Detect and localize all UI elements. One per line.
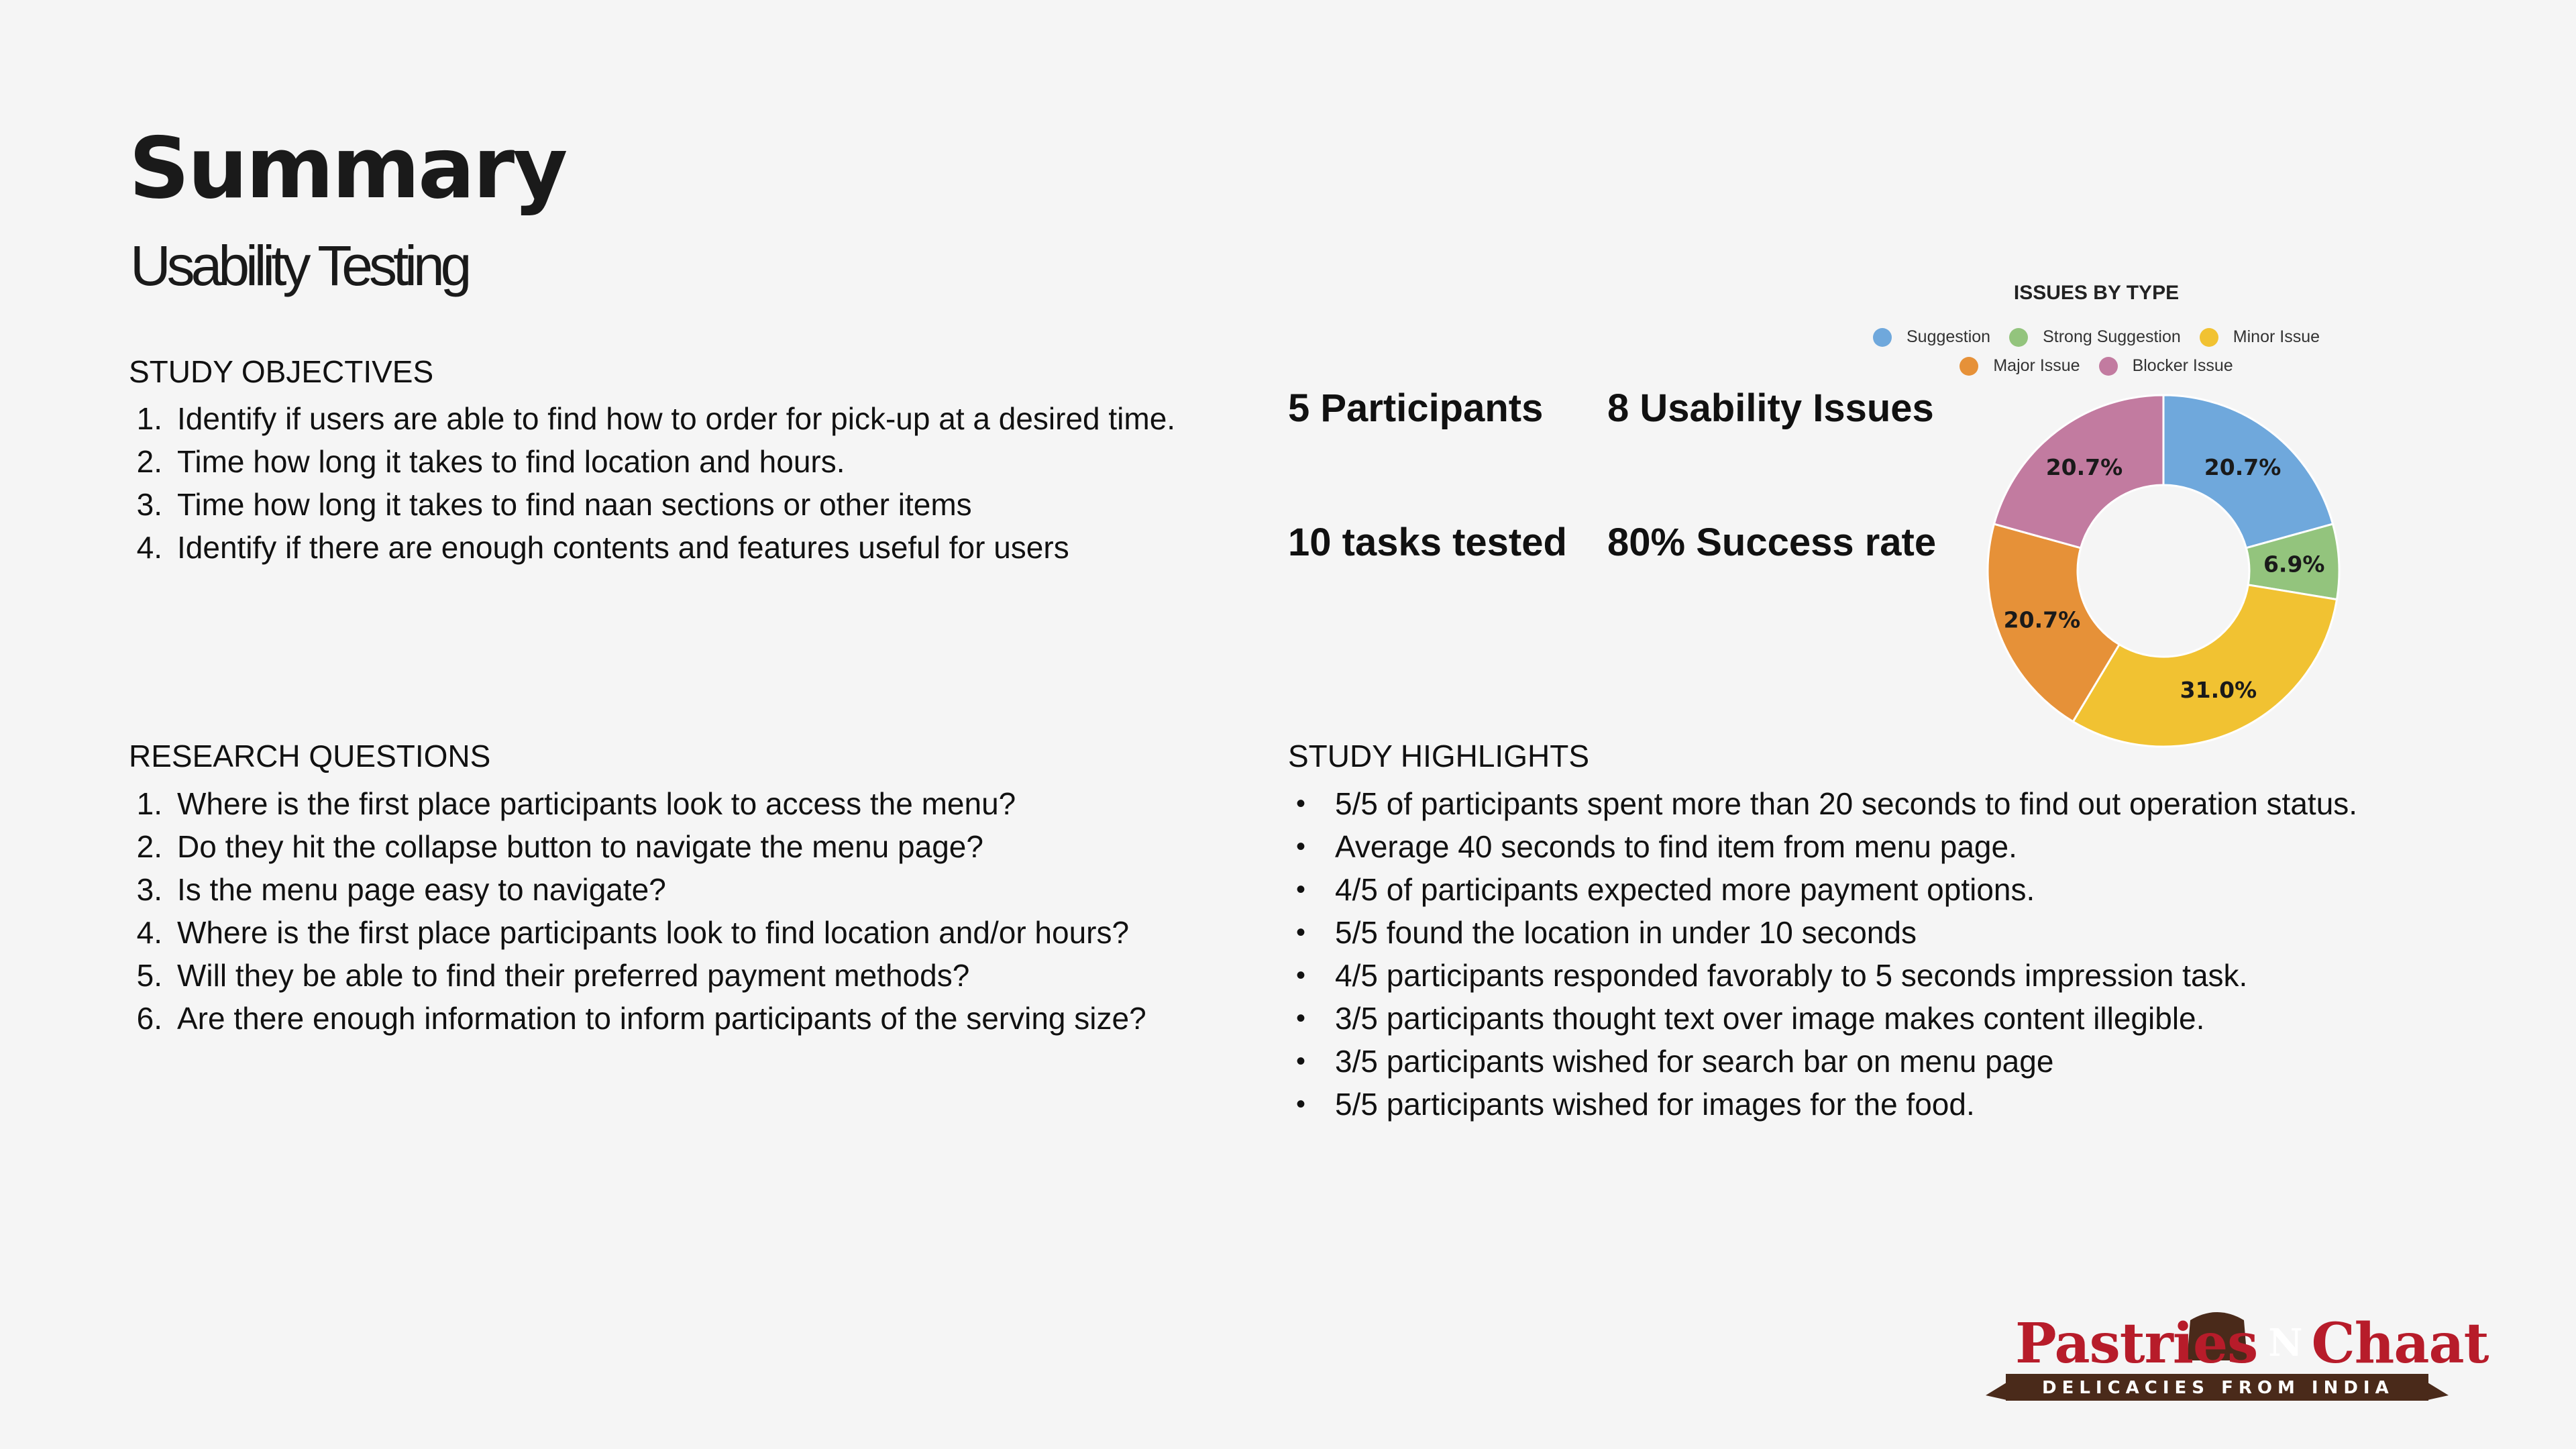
legend-item [2099,356,2233,376]
list-item-text: Do they hit the collapse button to navigate the menu page? [177,829,983,864]
legend-item [1960,356,2080,376]
donut-slice-minor-issue [2073,585,2337,747]
list-item-text: Are there enough information to inform participants of the serving size? [177,1001,1146,1036]
list-item [129,911,1146,954]
stat-usability-issues: 8 Usability Issues [1607,386,1934,430]
list-item-text: 3/5 participants wished for search bar on menu page [1335,1044,2054,1079]
highlight-item [1288,1040,2357,1083]
list-item [129,825,1146,868]
stat-participants: 5 Participants [1288,386,1544,430]
list-item-text: Time how long it takes to find naan sections or other items [177,487,972,522]
list-number: 2. [136,444,162,479]
chart-legend [1892,327,2320,385]
legend-swatch [1873,328,1892,347]
brand-logo [1986,1301,2489,1409]
list-item-text: Where is the first place participants look to access the menu? [177,786,1016,821]
legend-item [2009,327,2181,347]
list-item [129,526,1175,569]
list-number: 3. [136,872,162,907]
objectives-list [129,397,1175,569]
stat-tasks-tested: 10 tasks tested [1288,521,1567,564]
list-item [129,440,1175,483]
legend-label: Blocker Issue [2132,356,2233,375]
legend-swatch [2009,328,2028,347]
objectives-heading: STUDY OBJECTIVES [129,354,434,389]
legend-swatch [2200,328,2218,347]
donut-slice-label: 20.7% [2003,606,2081,633]
highlight-item [1288,911,2357,954]
legend-label: Strong Suggestion [2043,327,2181,346]
logo-tagline: DELICACIES FROM INDIA [2042,1378,2394,1398]
list-item [129,997,1146,1040]
bullet: • [1296,875,1306,904]
list-item [129,868,1146,911]
bullet: • [1296,1089,1306,1119]
highlights-list [1288,782,2357,1126]
legend-swatch [2099,357,2118,376]
highlight-item [1288,997,2357,1040]
list-item-text: 5/5 of participants spent more than 20 seconds to find out operation status. [1335,786,2358,821]
list-item-text: Identify if users are able to find how to order for pick-up at a desired time. [177,401,1176,436]
logo-letter-n: N [2268,1321,2302,1365]
legend-item [2200,327,2320,347]
page-subtitle: Usability Testing [130,234,468,297]
list-item-text: Identify if there are enough contents and features useful for users [177,530,1069,565]
stat-success-rate: 80% Success rate [1607,521,1937,564]
highlight-item [1288,954,2357,997]
bullet: • [1296,1004,1306,1033]
bullet: • [1296,832,1306,861]
list-item-text: Where is the first place participants look to find location and/or hours? [177,915,1130,950]
bullet: • [1296,789,1306,818]
research-heading: RESEARCH QUESTIONS [129,739,491,773]
list-number: 1. [136,786,162,821]
legend-label: Suggestion [1906,327,1991,346]
highlight-item [1288,782,2357,825]
legend-item [1873,327,1990,347]
list-number: 1. [136,401,162,436]
bullet: • [1296,961,1306,990]
list-item-text: Time how long it takes to find location and hours. [177,444,845,479]
list-item-text: 3/5 participants thought text over image makes content illegible. [1335,1001,2205,1036]
list-number: 4. [136,530,162,565]
list-item-text: Is the menu page easy to navigate? [177,872,666,907]
page-title: Summary [129,119,566,217]
list-item [129,483,1175,526]
highlight-item [1288,868,2357,911]
list-item [129,782,1146,825]
chart-title: ISSUES BY TYPE [2013,282,2180,304]
highlight-item [1288,1083,2357,1126]
research-list [129,782,1146,1040]
list-number: 3. [136,487,162,522]
list-item [129,954,1146,997]
highlights-heading: STUDY HIGHLIGHTS [1288,739,1589,773]
list-item-text: 5/5 participants wished for images for the food. [1335,1087,1975,1122]
donut-slice-label: 31.0% [2180,676,2257,703]
list-number: 6. [136,1001,162,1036]
list-item-text: 4/5 of participants expected more payment options. [1335,872,2035,907]
list-item-text: 4/5 participants responded favorably to 5 seconds impression task. [1335,958,2248,993]
logo-word-pastries: Pastries [2015,1311,2258,1376]
list-item-text: 5/5 found the location in under 10 seconds [1335,915,1917,950]
list-item [129,397,1175,440]
list-number: 4. [136,915,162,950]
legend-label: Minor Issue [2233,327,2320,346]
legend-swatch [1960,357,1978,376]
bullet: • [1296,1046,1306,1076]
donut-slice-label: 6.9% [2263,551,2325,578]
donut-chart [1972,389,2348,751]
list-item-text: Will they be able to find their preferred payment methods? [177,958,970,993]
list-item-text: Average 40 seconds to find item from menu page. [1335,829,2017,864]
logo-word-chaat: Chaat [2311,1311,2489,1376]
donut-slice-label: 20.7% [2204,453,2282,480]
bullet: • [1296,918,1306,947]
list-number: 2. [136,829,162,864]
donut-slice-label: 20.7% [2045,453,2123,480]
highlight-item [1288,825,2357,868]
legend-label: Major Issue [1993,356,2080,375]
list-number: 5. [136,958,162,993]
